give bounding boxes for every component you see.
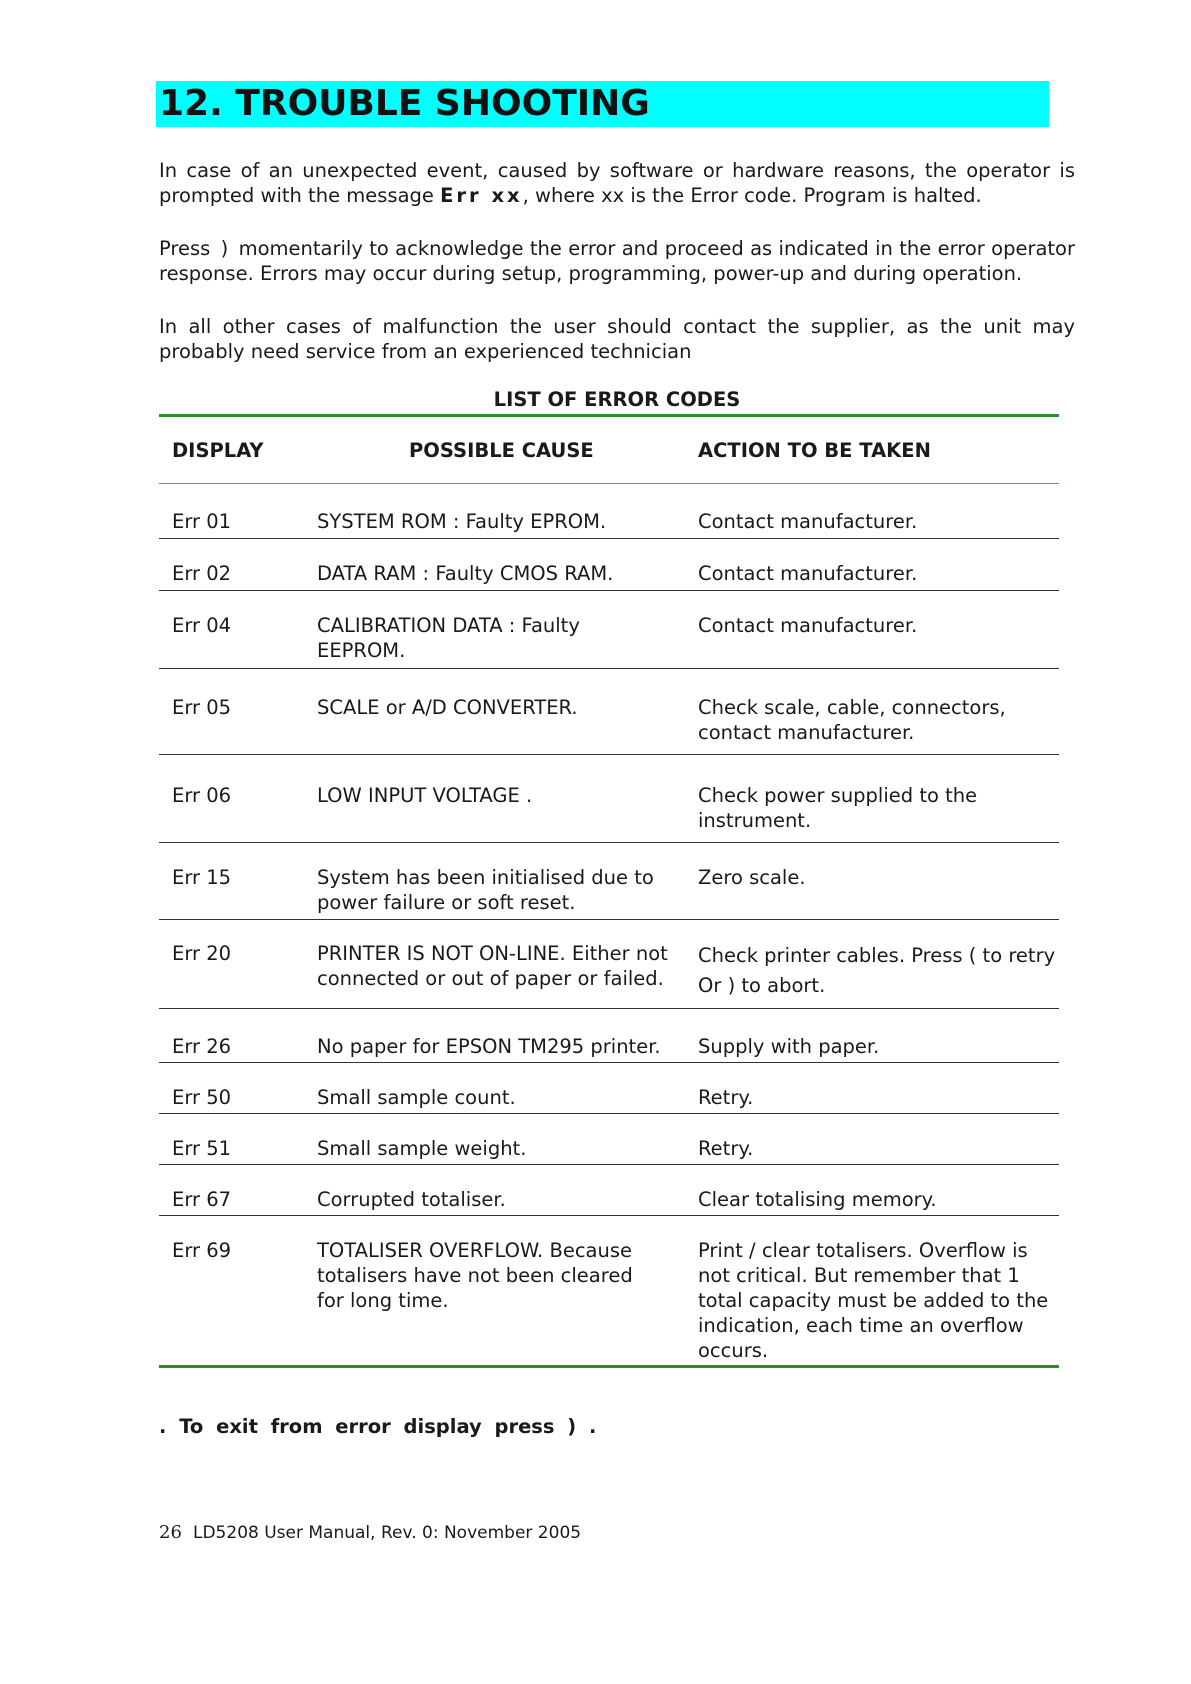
manual-title: LD5208 User Manual, Rev. 0: November 2005 bbox=[193, 1523, 582, 1543]
row-action: Contact manufacturer. bbox=[698, 614, 918, 637]
intro-p2-text-before: Press bbox=[159, 237, 211, 260]
column-header-cause: POSSIBLE CAUSE bbox=[409, 439, 594, 462]
row-display: Err 26 bbox=[172, 1035, 232, 1058]
row-cause: Small sample count. bbox=[317, 1086, 516, 1109]
row-action: Contact manufacturer. bbox=[698, 510, 918, 533]
row-action: Print / clear totalisers. Overflow is not critical. But remember that 1 total capacity must be added to the indication, each time an overflow occurs. bbox=[698, 1239, 1049, 1362]
row-cause: TOTALISER OVERFLOW. Because totalisers have not been cleared for long time. bbox=[317, 1239, 633, 1312]
row-rule bbox=[159, 590, 1059, 591]
row-action: Check scale, cable, connectors, contact manufacturer. bbox=[698, 696, 1006, 744]
acknowledge-key-symbol: ) bbox=[220, 237, 229, 260]
row-display: Err 05 bbox=[172, 696, 232, 719]
row-display: Err 20 bbox=[172, 942, 232, 965]
row-display: Err 02 bbox=[172, 562, 232, 585]
row-display: Err 67 bbox=[172, 1188, 232, 1211]
row-display: Err 06 bbox=[172, 784, 232, 807]
row-rule bbox=[159, 1215, 1059, 1216]
row-cause: DATA RAM : Faulty CMOS RAM. bbox=[317, 562, 614, 585]
section-heading: 12. TROUBLE SHOOTING bbox=[159, 83, 650, 124]
row-display: Err 69 bbox=[172, 1239, 232, 1262]
table-top-rule bbox=[159, 414, 1059, 417]
table-header-rule bbox=[159, 483, 1059, 484]
row-rule bbox=[159, 754, 1059, 755]
column-header-action: ACTION TO BE TAKEN bbox=[698, 439, 931, 462]
exit-instruction: . To exit from error display press ) . bbox=[159, 1415, 597, 1438]
intro-p2-text-after: momentarily to acknowledge the error and proceed as indicated in the error operator response. Errors may occur during setup, programming, power-up and during operation. bbox=[159, 237, 1076, 285]
intro-p1-text-after: , where xx is the Error code. Program is halted. bbox=[522, 184, 982, 207]
row-action: Contact manufacturer. bbox=[698, 562, 918, 585]
row-action-line: Check printer cables. Press ( to retry bbox=[698, 944, 1056, 967]
row-cause: SYSTEM ROM : Faulty EPROM. bbox=[317, 510, 607, 533]
row-cause: Small sample weight. bbox=[317, 1137, 527, 1160]
row-cause: System has been initialised due to power failure or soft reset. bbox=[317, 866, 654, 914]
row-action: Supply with paper. bbox=[698, 1035, 880, 1058]
row-cause: SCALE or A/D CONVERTER. bbox=[317, 696, 578, 719]
row-action: Retry. bbox=[698, 1137, 754, 1160]
intro-p1-text-before: In case of an unexpected event, caused by software or hardware reasons, the operator is prompted with the message bbox=[159, 159, 1075, 207]
column-header-display: DISPLAY bbox=[172, 439, 264, 462]
intro-paragraph-2 bbox=[159, 236, 1075, 286]
row-action-line: Or ) to abort. bbox=[698, 974, 826, 997]
row-rule bbox=[159, 1008, 1059, 1009]
row-action: Zero scale. bbox=[698, 866, 806, 889]
row-rule bbox=[159, 919, 1059, 920]
intro-paragraph-1 bbox=[159, 158, 1075, 208]
row-action: Check power supplied to the instrument. bbox=[698, 784, 978, 832]
row-display: Err 51 bbox=[172, 1137, 232, 1160]
row-cause: CALIBRATION DATA : Faulty EEPROM. bbox=[317, 614, 580, 662]
row-action bbox=[698, 941, 1059, 1001]
table-title: LIST OF ERROR CODES bbox=[493, 388, 741, 411]
row-display: Err 15 bbox=[172, 866, 232, 889]
error-message-code: Err xx bbox=[440, 184, 523, 207]
row-rule bbox=[159, 1113, 1059, 1114]
row-display: Err 50 bbox=[172, 1086, 232, 1109]
row-rule bbox=[159, 1164, 1059, 1165]
row-display: Err 04 bbox=[172, 614, 232, 637]
row-rule bbox=[159, 668, 1059, 669]
row-display: Err 01 bbox=[172, 510, 232, 533]
row-rule bbox=[159, 1062, 1059, 1063]
page-number: 26 bbox=[159, 1522, 182, 1543]
row-cause: Corrupted totaliser. bbox=[317, 1188, 506, 1211]
row-cause: LOW INPUT VOLTAGE . bbox=[317, 784, 533, 807]
intro-paragraph-3: In all other cases of malfunction the user should contact the supplier, as the unit may probably need service from an experienced technician bbox=[159, 315, 1075, 363]
row-action: Clear totalising memory. bbox=[698, 1188, 937, 1211]
row-cause: PRINTER IS NOT ON-LINE. Either not connected or out of paper or failed. bbox=[317, 942, 668, 990]
row-rule bbox=[159, 538, 1059, 539]
row-cause: No paper for EPSON TM295 printer. bbox=[317, 1035, 661, 1058]
row-rule bbox=[159, 842, 1059, 843]
table-bottom-rule bbox=[159, 1365, 1059, 1368]
row-action: Retry. bbox=[698, 1086, 754, 1109]
